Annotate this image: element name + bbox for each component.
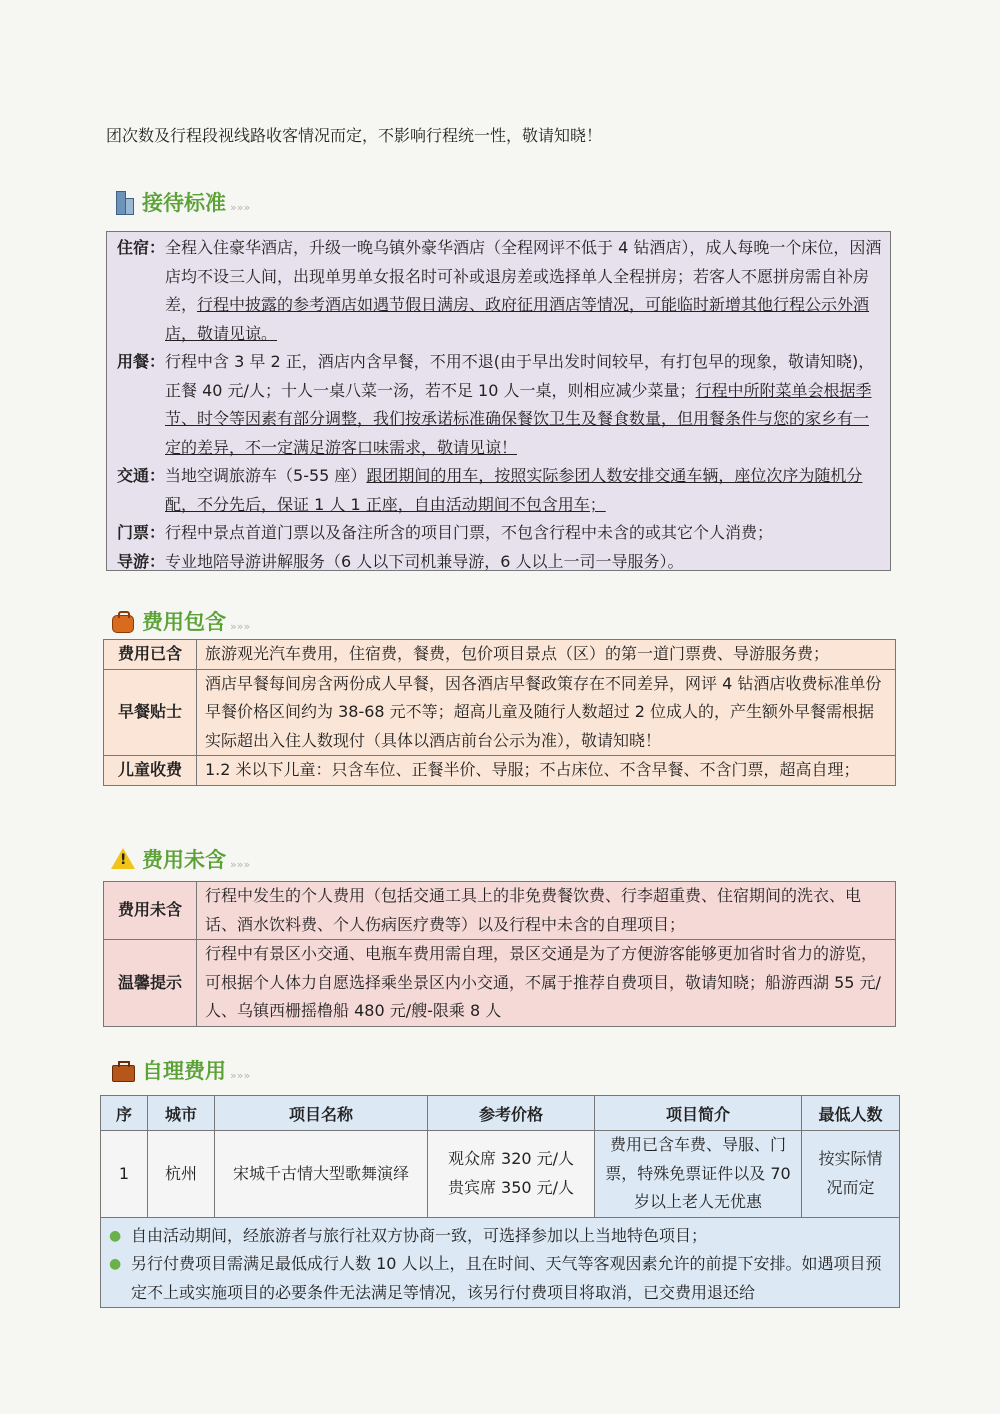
excluded-label: 温馨提示	[104, 940, 197, 1027]
briefcase-icon	[110, 1057, 136, 1083]
arrows-icon: »»»	[230, 1068, 251, 1082]
section-title-standard	[110, 186, 250, 218]
standard-text-plain: 行程中含 3 早 2 正，酒店内含早餐，不用不退(由于早出发时间较早，有打包早的现象，敬请知晓)，正餐 40 元/人；十人一桌八菜一汤，若不足 10 人一桌，则相应减少菜量；	[165, 352, 875, 400]
price-audience: 观众席 320 元/人	[447, 1149, 575, 1169]
section-title-excluded	[110, 843, 250, 875]
standard-text	[165, 234, 882, 348]
header-name: 项目名称	[215, 1096, 428, 1131]
arrows-icon: »»»	[230, 200, 251, 214]
included-table	[103, 639, 896, 786]
self-pay-table	[100, 1095, 900, 1308]
section-title-standard-text: 接待标准	[142, 191, 226, 215]
included-text: 1.2 米以下儿童：只含车位、正餐半价、导服；不占床位、不含早餐、不含门票，超高自理；	[197, 756, 896, 786]
row-city: 杭州	[148, 1131, 215, 1218]
standard-text-plain: 当地空调旅游车（5-55 座）	[165, 466, 367, 485]
section-title-self-text: 自理费用	[142, 1059, 226, 1083]
included-label: 费用已含	[104, 640, 197, 670]
table-row	[104, 940, 896, 1027]
included-text: 旅游观光汽车费用，住宿费，餐费，包价项目景点（区）的第一道门票费、导游服务费；	[197, 640, 896, 670]
section-title-excluded-text: 费用未含	[142, 848, 226, 872]
standard-text-plain: 全程入住豪华酒店，升级一晚乌镇外豪华酒店（全程网评不低于 4 钻酒店），成人每晚一个床位，因酒店均不设三人间，出现单男单女报名时可补或退房差或选择单人全程拼房；若客人不愿拼房需自补房差，	[165, 238, 882, 314]
header-price: 参考价格	[428, 1096, 595, 1131]
warning-icon	[110, 846, 136, 872]
standard-label: 用餐：	[117, 352, 166, 371]
price-vip: 贵宾席 350 元/人	[447, 1177, 575, 1197]
standard-text: 行程中景点首道门票以及备注所含的项目门票，不包含行程中未含的或其它个人消费；	[165, 523, 774, 542]
row-price	[428, 1131, 595, 1218]
intro-text: 团次数及行程段视线路收客情况而定，不影响行程统一性，敬请知晓！	[106, 126, 603, 145]
arrows-icon: »»»	[230, 619, 251, 633]
standard-item-guide	[117, 548, 882, 577]
standard-item-lodging	[117, 234, 882, 348]
header-min: 最低人数	[802, 1096, 900, 1131]
section-title-included-text: 费用包含	[142, 610, 226, 634]
excluded-label: 费用未含	[104, 882, 197, 940]
table-row	[104, 669, 896, 756]
building-icon	[110, 189, 136, 215]
standard-text-underline: 行程中所附菜单会根据季节、时令等因素有部分调整，我们按承诺标准确保餐饮卫生及餐食数量，但用餐条件与您的家乡有一定的差异，不一定满足游客口味需求，敬请见谅！	[165, 380, 872, 457]
standard-label: 住宿：	[117, 238, 166, 257]
table-row	[104, 756, 896, 786]
header-desc: 项目简介	[595, 1096, 802, 1131]
row-name: 宋城千古情大型歌舞演绎	[215, 1131, 428, 1218]
bullet-icon: ●	[109, 1256, 122, 1272]
standard-label: 交通：	[117, 466, 166, 485]
section-title-self	[110, 1054, 250, 1086]
standard-text: 专业地陪导游讲解服务（6 人以下司机兼导游，6 人以上一司一导服务）。	[165, 551, 684, 571]
table-header-row	[101, 1096, 900, 1131]
bullet-icon: ●	[109, 1227, 122, 1244]
standard-label: 门票：	[117, 523, 166, 542]
standard-item-transport	[117, 462, 882, 519]
standard-item-meals	[117, 348, 882, 462]
table-row	[104, 882, 896, 940]
note-text: 另行付费项目需满足最低成行人数 10 人以上，且在时间、天气等客观因素允许的前提下安排。如遇项目预定不上或实施项目的必要条件无法满足等情况，该另行付费项目将取消，已交费用退还给	[131, 1254, 882, 1302]
excluded-table	[103, 881, 896, 1027]
row-desc: 费用已含车费、导服、门票，特殊免票证件以及 70 岁以上老人无优惠	[595, 1131, 802, 1218]
list-item	[109, 1222, 891, 1251]
bag-icon	[110, 608, 136, 634]
standard-label: 导游：	[117, 551, 166, 571]
excluded-text: 行程中有景区小交通、电瓶车费用需自理，景区交通是为了方便游客能够更加省时省力的游览，可根据个人体力自愿选择乘坐景区内小交通，不属于推荐自费项目，敬请知晓；船游西湖 55 元/人、乌镇西栅摇橹船 480 元/艘-限乘 8 人	[197, 940, 896, 1027]
standard-text-underline: 跟团期间的用车，按照实际参团人数安排交通车辆，座位次序为随机分配，不分先后，保证 1 人 1 正座，自由活动期间不包含用车；	[165, 466, 863, 514]
included-label: 儿童收费	[104, 756, 197, 786]
standard-text	[165, 348, 882, 462]
row-min: 按实际情况而定	[802, 1131, 900, 1218]
standard-box	[106, 231, 891, 571]
included-label: 早餐贴士	[104, 669, 197, 756]
table-row	[101, 1131, 900, 1218]
arrows-icon: »»»	[230, 857, 251, 871]
notes-row	[101, 1217, 900, 1308]
section-title-included	[110, 605, 250, 637]
table-row	[104, 640, 896, 670]
row-no: 1	[101, 1131, 148, 1218]
notes-cell	[101, 1217, 900, 1308]
list-item	[109, 1250, 891, 1307]
note-text: 自由活动期间，经旅游者与旅行社双方协商一致，可选择参加以上当地特色项目；	[131, 1225, 708, 1245]
standard-item-tickets	[117, 519, 882, 548]
included-text: 酒店早餐每间房含两份成人早餐，因各酒店早餐政策存在不同差异，网评 4 钻酒店收费标准单份早餐价格区间约为 38-68 元不等；超高儿童及随行人数超过 2 位成人的，产生额外早餐需根据实际超出入住人数现付（具体以酒店前台公示为准），敬请知晓！	[197, 669, 896, 756]
header-no: 序	[101, 1096, 148, 1131]
standard-text	[165, 462, 882, 519]
standard-text-underline: 行程中披露的参考酒店如遇节假日满房、政府征用酒店等情况，可能临时新增其他行程公示外酒店，敬请见谅。	[165, 295, 870, 343]
excluded-text: 行程中发生的个人费用（包括交通工具上的非免费餐饮费、行李超重费、住宿期间的洗衣、电话、酒水饮料费、个人伤病医疗费等）以及行程中未含的自理项目；	[197, 882, 896, 940]
header-city: 城市	[148, 1096, 215, 1131]
